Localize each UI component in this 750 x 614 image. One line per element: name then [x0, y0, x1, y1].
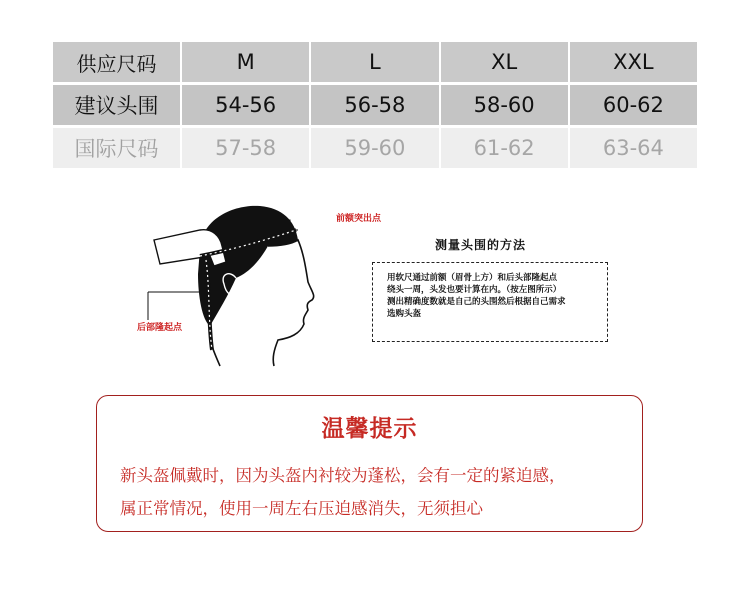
- size-row-recommended: [53, 85, 697, 125]
- front-point-label: 前额突出点: [336, 214, 382, 224]
- hand-shape: [154, 230, 226, 266]
- method-line: 绕头一周，头发也要计算在内。（按左图所示）: [387, 285, 562, 295]
- size-cell: 61-62: [439, 128, 568, 168]
- method-title: 测量头围的方法: [435, 238, 527, 252]
- method-description-box: [372, 262, 608, 342]
- size-row-international: [53, 128, 697, 168]
- size-cell: XXL: [568, 42, 697, 82]
- size-cell: 58-60: [439, 85, 568, 125]
- size-row-label: 供应尺码: [53, 42, 180, 82]
- size-row-supply: [53, 42, 697, 82]
- method-line: 用软尺通过前额（眉骨上方）和后头部隆起点: [387, 273, 558, 283]
- size-cell: M: [180, 42, 309, 82]
- warm-tip-line: 新头盔佩戴时，因为头盔内衬较为蓬松，会有一定的紧迫感，: [120, 466, 566, 485]
- size-cell: 54-56: [180, 85, 309, 125]
- size-cell: 60-62: [568, 85, 697, 125]
- size-cell: XL: [439, 42, 568, 82]
- warm-tip-line: 属正常情况，使用一周左右压迫感消失，无须担心: [120, 499, 483, 518]
- warm-tip-box: [96, 395, 643, 532]
- size-cell: L: [309, 42, 438, 82]
- method-line: 测出精确度数就是自己的头围然后根据自己需求: [387, 297, 566, 307]
- size-row-label: 建议头围: [53, 85, 180, 125]
- size-cell: 56-58: [309, 85, 438, 125]
- face-profile: [268, 240, 314, 366]
- size-chart-table: [53, 39, 697, 171]
- size-row-label: 国际尺码: [53, 128, 180, 168]
- size-cell: 57-58: [180, 128, 309, 168]
- method-line: 选购头盔: [387, 309, 422, 319]
- hair-shape: [198, 206, 298, 326]
- size-cell: 59-60: [309, 128, 438, 168]
- back-point-label: 后部隆起点: [137, 323, 183, 333]
- size-cell: 63-64: [568, 128, 697, 168]
- warm-tip-title: 温馨提示: [321, 416, 418, 442]
